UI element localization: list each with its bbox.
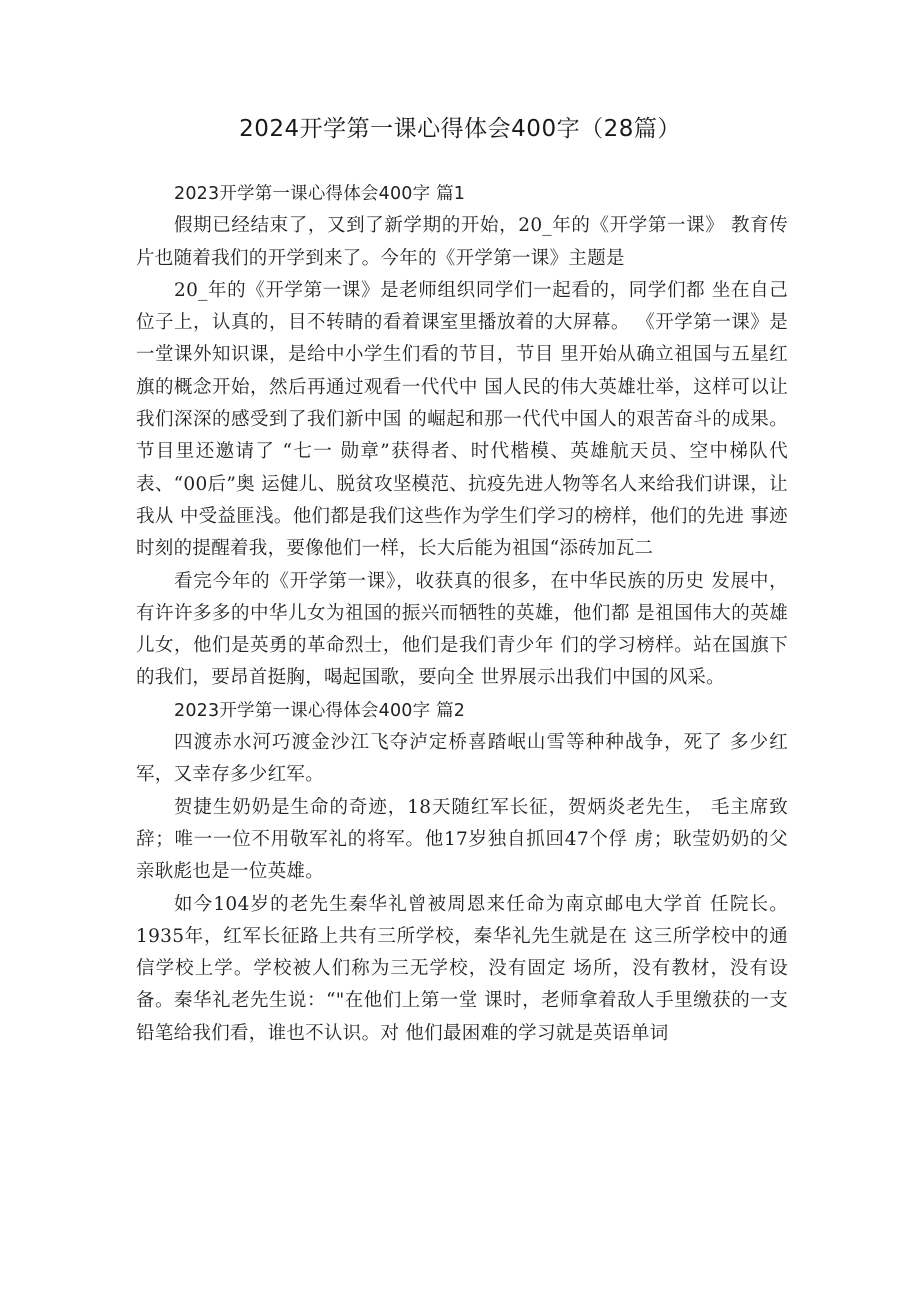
document-title: 2024开学第一课心得体会400字（28篇）	[239, 116, 681, 142]
paragraph: 贺捷生奶奶是生命的奇迹，18天随红军长征，贺炳炎老先生， 毛主席致辞；唯一一位不用敬军礼的将军。他17岁独自抓回47个俘 虏；耿莹奶奶的父亲耿彪也是一位英雄。	[136, 796, 788, 883]
paragraph: 如今104岁的老先生秦华礼曾被周恩来任命为南京邮电大学首 任院长。1935年，红军长征路上共有三所学校，秦华礼先生就是在 这三所学校中的通信学校上学。学校被人们称为三无学校，没有固定 场所，没有教材，没有设备。秦华礼老先生说：“"在他们上第一堂 课时，老师拿着敌人手里缴获的一支铅笔给我们看，谁也不认识。对 他们最困难的学习就是英语单词	[136, 893, 788, 1044]
paragraph: 20_年的《开学第一课》是老师组织同学们一起看的，同学们都 坐在自己位子上，认真的，目不转睛的看着课室里播放着的大屏幕。 《开学第一课》是一堂课外知识课，是给中小学生们看的节目，节目 里开始从确立祖国与五星红旗的概念开始，然后再通过观看一代代中 国人民的伟大英雄壮举，这样可以让我们深深的感受到了我们新中国 的崛起和那一代代中国人的艰苦奋斗的成果。节目里还邀请了 “七一 勋章”获得者、时代楷模、英雄航天员、空中梯队代表、“00后”奥 运健儿、脱贫攻坚模范、抗疫先进人物等名人来给我们讲课，让我从 中受益匪浅。他们都是我们这些作为学生们学习的榜样，他们的先进 事迹时刻的提醒着我，要像他们一样，长大后能为祖国“添砖加瓦二	[136, 279, 788, 560]
paragraph: 假期已经结束了，又到了新学期的开始，20_年的《开学第一课》 教育传片也随着我们的开学到来了。今年的《开学第一课》主题是	[136, 215, 788, 269]
section-heading: 2023开学第一课心得体会400字 篇1	[174, 184, 466, 204]
paragraph: 四渡赤水河巧渡金沙江飞夺泸定桥喜踏岷山雪等种种战争，死了 多少红军，又幸存多少红军。	[136, 732, 788, 786]
document-body	[136, 178, 788, 1050]
paragraph: 看完今年的《开学第一课》，收获真的很多，在中华民族的历史 发展中，有许许多多的中华儿女为祖国的振兴而牺牲的英雄，他们都 是祖国伟大的英雄儿女，他们是英勇的革命烈士，他们是我们青少年 们的学习榜样。站在国旗下的我们，要昂首挺胸，喝起国歌，要向全 世界展示出我们中国的风采。	[136, 570, 788, 689]
section-heading: 2023开学第一课心得体会400字 篇2	[174, 700, 466, 721]
